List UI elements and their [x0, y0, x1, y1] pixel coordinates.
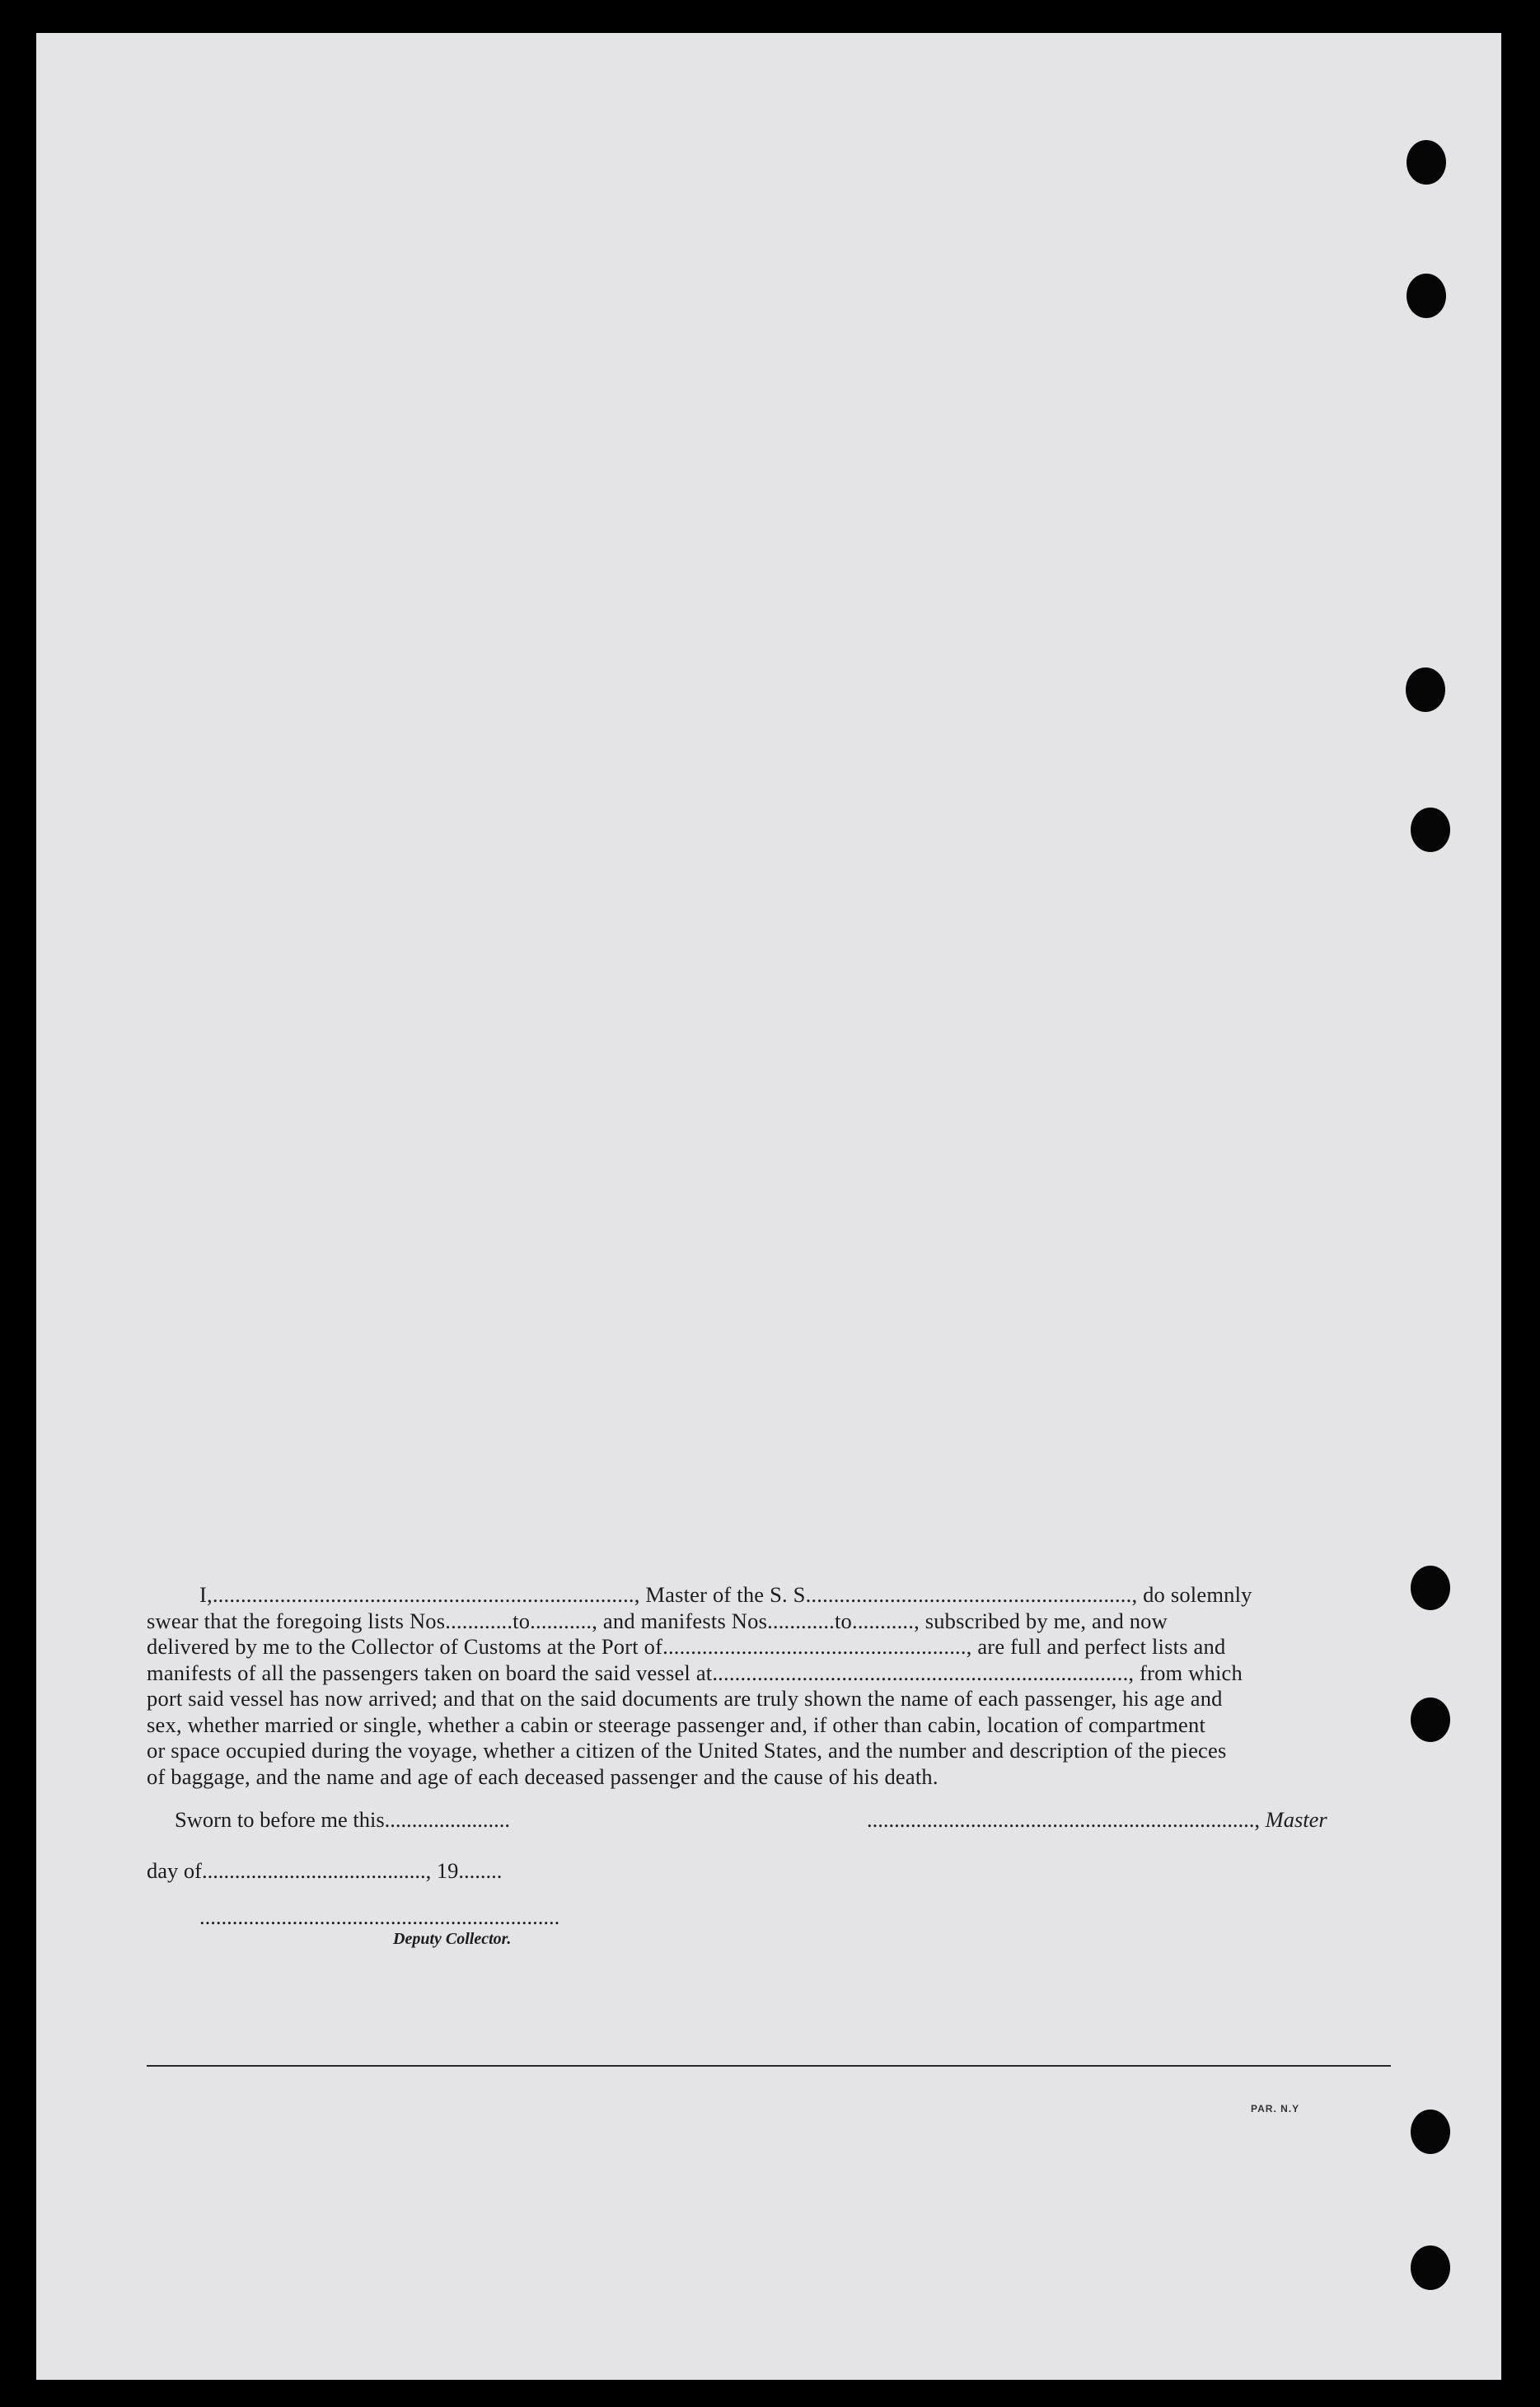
- binder-hole-2: [1407, 274, 1446, 318]
- binder-hole-3: [1406, 667, 1445, 712]
- deputy-signature-line: ..................................................................: [199, 1904, 560, 1929]
- oath-line: manifests of all the passengers taken on board the said vessel at.........................................................................., from which: [147, 1660, 1243, 1685]
- day-of-line: [147, 1858, 502, 1884]
- oath-line: port said vessel has now arrived; and that on the said documents are truly shown the name of each passenger, his age and: [147, 1686, 1223, 1711]
- binder-hole-8: [1411, 2245, 1450, 2290]
- oath-line: delivered by me to the Collector of Customs at the Port of......................................................, are full and perfect lists and: [147, 1634, 1226, 1659]
- oath-line: of baggage, and the name and age of each deceased passenger and the cause of his death.: [147, 1763, 939, 1789]
- binder-hole-1: [1407, 140, 1446, 185]
- deputy-collector-label: Deputy Collector.: [393, 1930, 512, 1948]
- oath-line: or space occupied during the voyage, whether a citizen of the United States, and the number and description of the pieces: [147, 1738, 1227, 1763]
- printer-mark: PAR. N.Y: [1251, 2103, 1300, 2114]
- binder-hole-5: [1411, 1566, 1450, 1610]
- binder-hole-6: [1411, 1698, 1450, 1742]
- form-page: [36, 33, 1501, 2380]
- master-signature-line: .......................................................................,: [867, 1807, 1266, 1832]
- day-of-text: day of........................................., 19........: [147, 1858, 503, 1883]
- master-label: Master: [1265, 1807, 1327, 1832]
- oath-line: I,..........................................................................., Master of the S. S.........................................................., do solemnly: [199, 1582, 1252, 1607]
- master-signature: [867, 1807, 1327, 1833]
- sworn-before-me: [175, 1807, 510, 1833]
- sworn-text: Sworn to before me this.......................: [175, 1807, 511, 1832]
- oath-line: swear that the foregoing lists Nos............to..........., and manifests Nos............to..........., subscribed by me, and now: [147, 1608, 1168, 1633]
- oath-line: sex, whether married or single, whether a cabin or steerage passenger and, if other than cabin, location of compartment: [147, 1712, 1206, 1737]
- bottom-rule: [147, 2065, 1391, 2067]
- binder-hole-7: [1411, 2110, 1450, 2154]
- binder-hole-4: [1411, 808, 1450, 852]
- oath-paragraph: [147, 1582, 1371, 1790]
